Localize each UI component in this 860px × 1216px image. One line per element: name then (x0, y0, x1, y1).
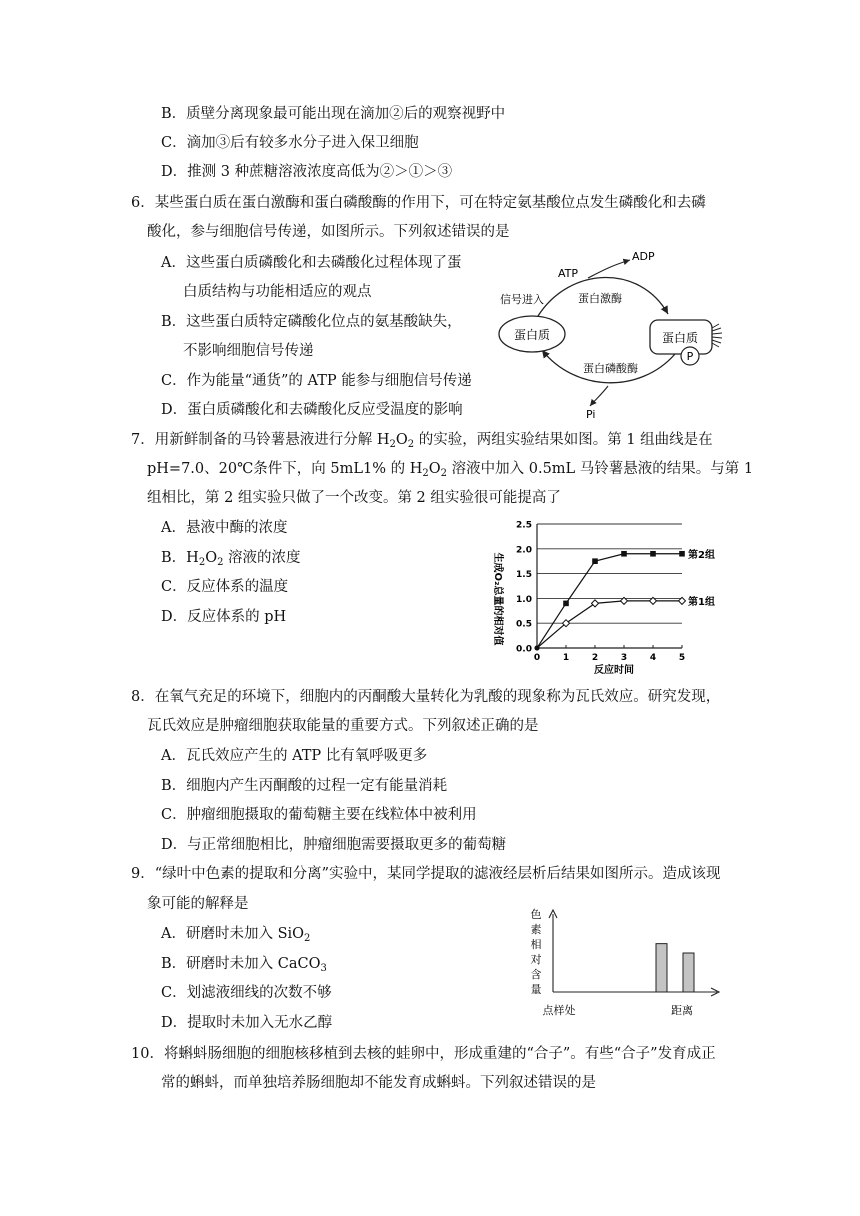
o2-production-chart (482, 513, 722, 675)
q5-option-b: B．质壁分离现象最可能出现在滴加②后的观察视野中 (161, 106, 506, 122)
svg-text:相: 相 (530, 938, 542, 951)
q8-option-d: D．与正常细胞相比，肿瘤细胞需要摄取更多的葡萄糖 (161, 837, 507, 853)
q10-stem-line2: 常的蝌蚪，而单独培养肠细胞却不能发育成蝌蚪。下列叙述错误的是 (161, 1075, 596, 1091)
q9-option-a: A．研磨时未加入 SiO$_2$ (161, 926, 311, 944)
chart-x-tick-label: 4 (649, 653, 657, 663)
svg-text:量: 量 (530, 983, 542, 996)
q6-option-c: C．作为能量“通货”的 ATP 能参与细胞信号传递 (161, 373, 472, 389)
q8-stem-line2: 瓦氏效应是肿瘤细胞获取能量的重要方式。下列叙述正确的是 (147, 718, 539, 734)
q7-stem-line2: pH=7.0、20℃条件下，向 5mL1% 的 $H_2O_2$ 溶液中加入 0.5mL 马铃薯悬液的结果。与第 1 (147, 461, 754, 479)
q6-option-a-cont: 白质结构与功能相适应的观点 (183, 284, 372, 300)
q8-option-a: A．瓦氏效应产生的 ATP 比有氧呼吸更多 (161, 748, 428, 764)
protein-left-label: 蛋白质 (513, 328, 551, 342)
chart-y-tick-label: 1.0 (516, 594, 532, 605)
chart-point (650, 551, 656, 557)
q5-option-d: D．推测 3 种蔗糖溶液浓度高低为②＞①＞③ (161, 164, 453, 180)
q9-stem-line2: 象可能的解释是 (147, 896, 249, 912)
svg-text:色: 色 (530, 908, 542, 921)
chart-x-tick-label: 2 (591, 653, 599, 663)
pi-label: Pi (586, 408, 596, 421)
chart-y-tick-label: 0.0 (516, 644, 532, 655)
chart-y-tick-label: 2.5 (516, 520, 532, 531)
chart-series-label: 第2组 (688, 549, 715, 561)
pigment-band-bar-2 (683, 953, 694, 992)
q6-option-b-cont: 不影响细胞信号传递 (183, 343, 314, 359)
adp-label: ADP (632, 250, 655, 263)
chart-x-tick-label: 0 (533, 653, 541, 663)
signal-in-label: 信号进入 (500, 293, 544, 306)
chart-series-label: 第1组 (688, 596, 715, 608)
receptor-fringe (712, 324, 722, 347)
q9-option-d: D．提取时未加入无水乙醇 (161, 1015, 333, 1031)
q7-option-d: D．反应体系的 pH (161, 609, 287, 625)
chart-series-line (537, 601, 682, 648)
q7-option-c: C．反应体系的温度 (161, 579, 289, 595)
chart-point (592, 600, 599, 607)
pigment-band-bar-1 (656, 944, 667, 992)
q7-stem-line3: 组相比，第 2 组实验只做了一个改变。第 2 组实验很可能提高了 (147, 490, 561, 506)
chart-point (563, 601, 569, 607)
q7-option-a: A．悬液中酶的浓度 (161, 520, 288, 536)
pi-arrow (590, 386, 608, 406)
q9-stem-line1: 9．“绿叶中色素的提取和分离”实验中，某同学提取的滤液经层析后结果如图所示。造成该现 (131, 866, 721, 882)
q6-stem-line2: 酸化，参与细胞信号传递，如图所示。下列叙述错误的是 (147, 224, 510, 240)
chart-x-axis-label: 反应时间 (594, 665, 634, 676)
svg-text:对: 对 (530, 953, 542, 966)
q9-option-b: B．研磨时未加入 CaCO$_3$ (161, 956, 327, 974)
chart-point (535, 646, 540, 651)
chart-x-tick-label: 3 (620, 653, 628, 663)
phosphatase-label: 蛋白磷酸酶 (583, 362, 638, 375)
q6-option-b: B．这些蛋白质特定磷酸化位点的氨基酸缺失， (161, 314, 462, 330)
pigment-chart-y-label (531, 908, 542, 996)
q8-option-b: B．细胞内产生丙酮酸的过程一定有能量消耗 (161, 778, 448, 794)
pigment-chart-x-label: 距离 (671, 1004, 693, 1017)
atp-label: ATP (558, 267, 579, 280)
kinase-label: 蛋白激酶 (578, 292, 622, 305)
chart-point (679, 551, 685, 557)
q5-option-c: C．滴加③后有较多水分子进入保卫细胞 (161, 135, 419, 151)
svg-text:素: 素 (530, 923, 542, 936)
chart-y-tick-label: 0.5 (516, 619, 532, 630)
q6-stem-line1: 6．某些蛋白质在蛋白激酶和蛋白磷酸酶的作用下，可在特定氨基酸位点发生磷酸化和去磷 (131, 195, 706, 211)
phosphate-label: P (686, 350, 694, 363)
q7-option-b: B．$H_2O_2$ 溶液的浓度 (161, 550, 301, 568)
atp-adp-arrow (588, 260, 630, 278)
q8-stem-line1: 8．在氧气充足的环境下，细胞内的丙酮酸大量转化为乳酸的现象称为瓦氏效应。研究发现， (131, 689, 721, 705)
q7-stem-line1: 7．用新鲜制备的马铃薯悬液进行分解 $H_2O_2$ 的实验，两组实验结果如图。第 1 组曲线是在 (131, 432, 713, 450)
svg-text:含: 含 (530, 968, 542, 981)
q6-option-d: D．蛋白质磷酸化和去磷酸化反应受温度的影响 (161, 402, 463, 418)
protein-phosphorylation-diagram (490, 244, 740, 422)
chart-point (621, 551, 627, 557)
chart-x-tick-label: 5 (678, 653, 686, 663)
pigment-chart-origin-label: 点样处 (542, 1004, 576, 1017)
chart-y-axis-label: 生成O₂总量的相对值 (492, 552, 503, 646)
chart-y-tick-label: 2.0 (516, 545, 532, 556)
q10-stem-line1: 10．将蝌蚪肠细胞的细胞核移植到去核的蛙卵中，形成重建的“合子”。有些“合子”发育成正 (131, 1046, 716, 1062)
chart-x-tick-label: 1 (562, 653, 570, 663)
protein-right-label: 蛋白质 (661, 331, 699, 345)
pigment-separation-chart (525, 908, 725, 1020)
q9-option-c: C．划滤液细线的次数不够 (161, 985, 332, 1001)
chart-y-tick-label: 1.5 (516, 570, 532, 581)
chart-point (592, 558, 598, 564)
q8-option-c: C．肿瘤细胞摄取的葡萄糖主要在线粒体中被利用 (161, 807, 477, 823)
q6-option-a: A．这些蛋白质磷酸化和去磷酸化过程体现了蛋 (161, 255, 462, 271)
